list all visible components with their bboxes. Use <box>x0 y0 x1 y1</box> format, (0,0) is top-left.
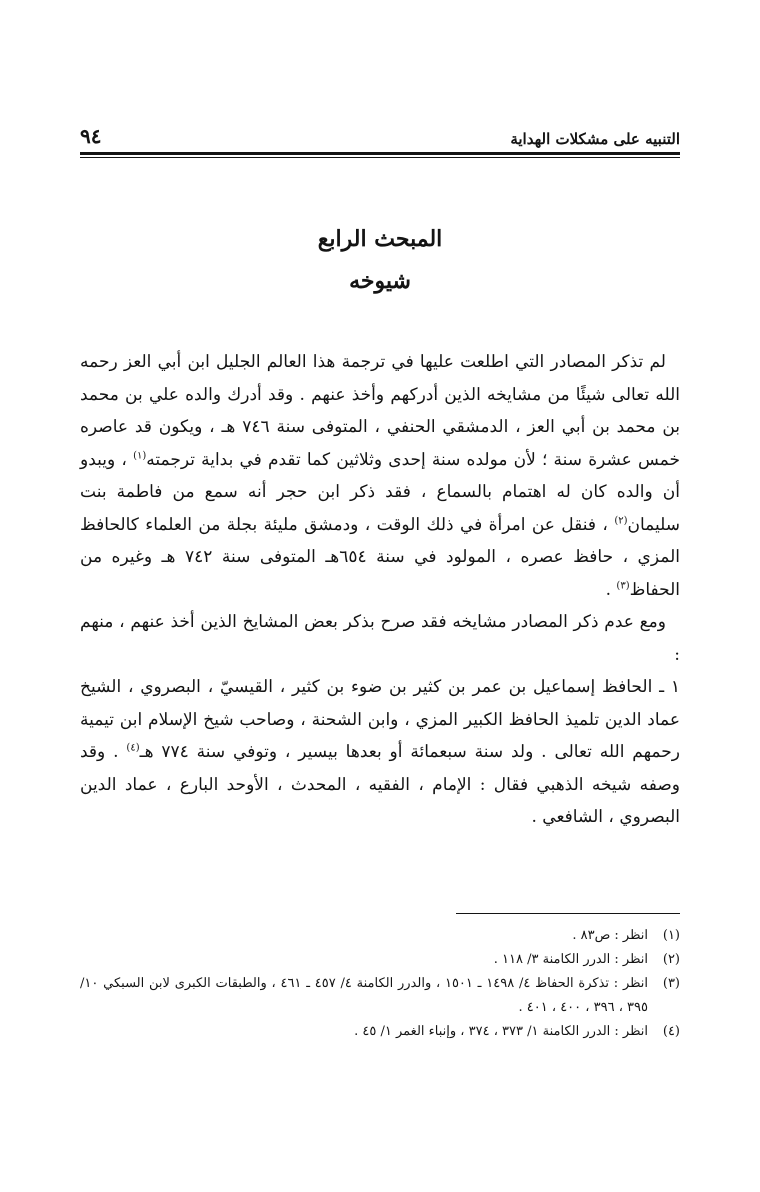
footnote-separator <box>456 913 680 914</box>
paragraph-teachers-intro: ومع عدم ذكر المصادر مشايخه فقد صرح بذكر بعض المشايخ الذين أخذ عنهم ، منهم : <box>80 612 680 665</box>
paragraph-intro-part-1: لم تذكر المصادر التي اطلعت عليها في ترجمة هذا العالم الجليل ابن أبي العز رحمه الله تعالى شيئًا من مشايخه الذين أدركهم وأخذ عنهم . وقد أدرك والده علي بن محمد بن محمد بن أبي العز ، الدمشقي الحنفي ، المتوفى سنة ٧٤٦ هـ ، ويكون قد عاصره خمس عشرة سنة ؛ لأن مولده سنة إحدى وثلاثين كما تقدم في بداية ترجمته <box>80 352 680 470</box>
section-subtitle: شيوخه <box>349 268 411 294</box>
running-title: التنبيه على مشكلات الهداية <box>510 130 680 148</box>
footnote-item <box>80 1020 680 1044</box>
footnote-ref-2[interactable]: (٢) <box>614 514 628 526</box>
footnote-number: (٣) <box>662 976 680 991</box>
paragraph-teacher-1-part-1: ١ ـ الحافظ إسماعيل بن عمر بن كثير بن ضوء بن كثير ، القيسيّ ، البصروي ، الشيخ عماد الدين تلميذ الحافظ الكبير المزي ، وابن الشحنة ، وصاحب شيخ الإسلام ابن تيمية رحمهم الله تعالى . ولد سنة سبعمائة أو بعدها بيسير ، وتوفي سنة ٧٧٤ هـ <box>80 677 680 762</box>
paragraph-teacher-1 <box>80 671 680 834</box>
footnotes <box>80 924 680 1044</box>
footnote-ref-4[interactable]: (٤) <box>126 742 140 754</box>
footnote-number: (١) <box>662 928 680 943</box>
paragraph-intro <box>80 346 680 606</box>
footnote-item <box>80 948 680 972</box>
footnote-text: انظر : ص٨٣ . <box>572 928 648 943</box>
footnote-number: (٢) <box>662 952 680 967</box>
footnote-text: انظر : الدرر الكامنة ٣/ ١١٨ . <box>493 952 648 967</box>
footnote-item <box>80 972 680 1020</box>
page-number: ٩٤ <box>80 124 102 148</box>
footnote-ref-1[interactable]: (١) <box>133 449 147 461</box>
paragraph-intro-part-2: ، ويبدو أن والده كان له اهتمام بالسماع ، فقد ذكر ابن حجر أنه سمع من فاطمة بنت سليمان <box>80 449 680 535</box>
footnote-number: (٤) <box>662 1024 680 1039</box>
footnote-ref-3[interactable]: (٣) <box>616 579 630 591</box>
header-rule-thick <box>80 152 680 155</box>
paragraph-intro-part-4: . <box>605 579 612 600</box>
page-header <box>80 118 680 148</box>
section-title: المبحث الرابع <box>317 226 443 252</box>
paragraph-teacher-1-part-2: . وقد وصفه شيخه الذهبي فقال : الإمام ، الفقيه ، المحدث ، الأوحد البارع ، عماد الدين البصروي ، الشافعي . <box>80 742 680 827</box>
footnote-text: انظر : الدرر الكامنة ١/ ٣٧٣ ، ٣٧٤ ، وإنباء الغمر ١/ ٤٥ . <box>354 1024 648 1039</box>
footnote-text: انظر : تذكرة الحفاظ ٤/ ١٤٩٨ ـ ١٥٠١ ، والدرر الكامنة ٤/ ٤٥٧ ـ ٤٦١ ، والطبقات الكبرى لابن السبكي ١٠/ ٣٩٥ ، ٣٩٦ ، ٤٠٠ ، ٤٠١ . <box>80 976 649 1015</box>
main-text <box>80 346 680 834</box>
footnote-item <box>80 924 680 948</box>
paragraph-intro-part-3: ، فنقل عن امرأة في ذلك الوقت ، ودمشق مليئة بجلة من العلماء كالحافظ المزي ، حافظ عصره ، المولود في سنة ٦٥٤هـ المتوفى سنة ٧٤٢ هـ وغيره من الحفاظ <box>80 514 680 600</box>
header-rule-thin <box>80 157 680 158</box>
